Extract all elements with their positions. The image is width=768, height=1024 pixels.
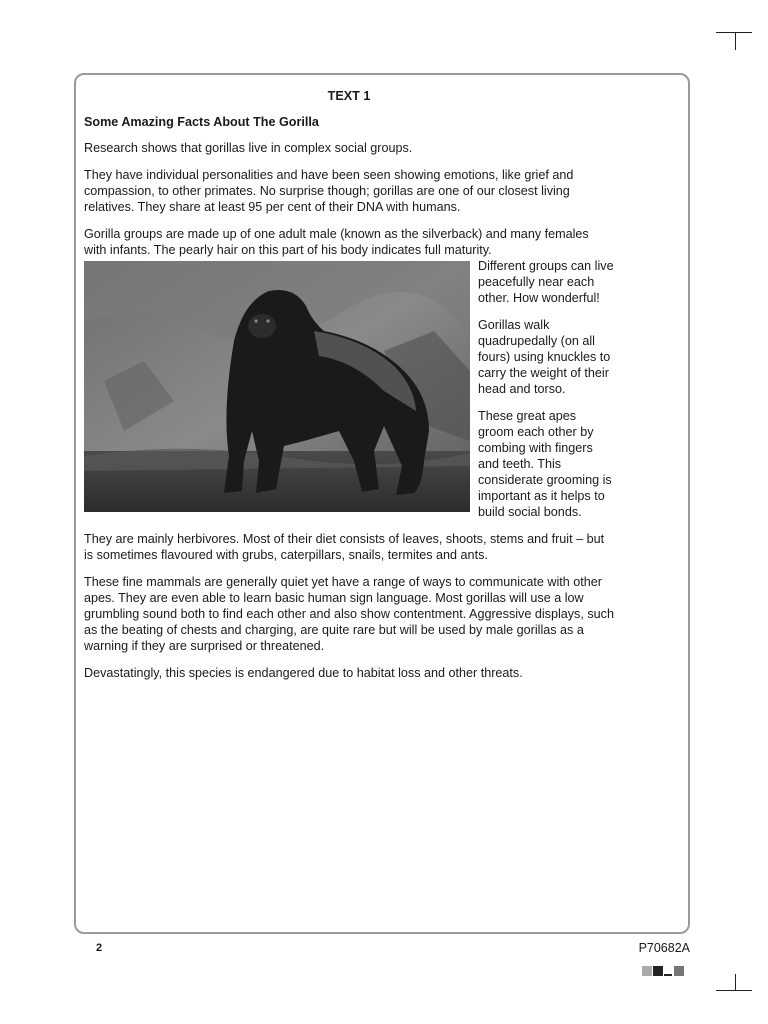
paragraph: Different groups can live peacefully near each other. How wonderful!	[478, 259, 614, 305]
page-number: 2	[96, 942, 103, 954]
crop-mark-bottom-vertical	[735, 974, 736, 991]
paragraph: Gorillas walk quadrupedally (on all fours) using knuckles to carry the weight of their head and torso.	[478, 318, 611, 396]
gorilla-image	[84, 261, 470, 512]
registration-barcode-icon	[642, 966, 686, 976]
paper-code: P70682A	[638, 941, 690, 955]
text-label: TEXT 1	[327, 89, 371, 103]
paragraph: They have individual personalities and have been seen showing emotions, like grief and compassion, to other primates. No surprise though; gorillas are one of our closest living relatives. They share at least 95 per cent of their DNA with humans.	[84, 168, 574, 214]
paragraph: Research shows that gorillas live in complex social groups.	[84, 141, 413, 155]
crop-mark-top-vertical	[735, 32, 736, 50]
crop-mark-bottom	[716, 990, 752, 991]
paragraph: Gorilla groups are made up of one adult male (known as the silverback) and many females with infants. The pearly hair on this part of his body indicates full maturity.	[84, 227, 589, 257]
crop-mark-top	[716, 32, 752, 33]
gorilla-photo	[84, 261, 470, 512]
paragraph: Devastatingly, this species is endangered due to habitat loss and other threats.	[84, 666, 523, 680]
paragraph: They are mainly herbivores. Most of their diet consists of leaves, shoots, stems and fruit – but is sometimes flavoured with grubs, caterpillars, snails, termites and ants.	[84, 532, 605, 562]
article-heading: Some Amazing Facts About The Gorilla	[84, 115, 319, 129]
paragraph: These fine mammals are generally quiet yet have a range of ways to communicate with other apes. They are even able to learn basic human sign language. Most gorillas will use a low grumbling sound both to find each other and also show contentment. Aggressive displays, such as the beating of chests and charging, are quite rare but will be used by male gorillas as a warning if they are surprised or threatened.	[84, 575, 614, 653]
document-body	[84, 88, 614, 692]
paragraph: These great apes groom each other by combing with fingers and teeth. This considerate grooming is important as it helps to build social bonds.	[478, 409, 612, 519]
